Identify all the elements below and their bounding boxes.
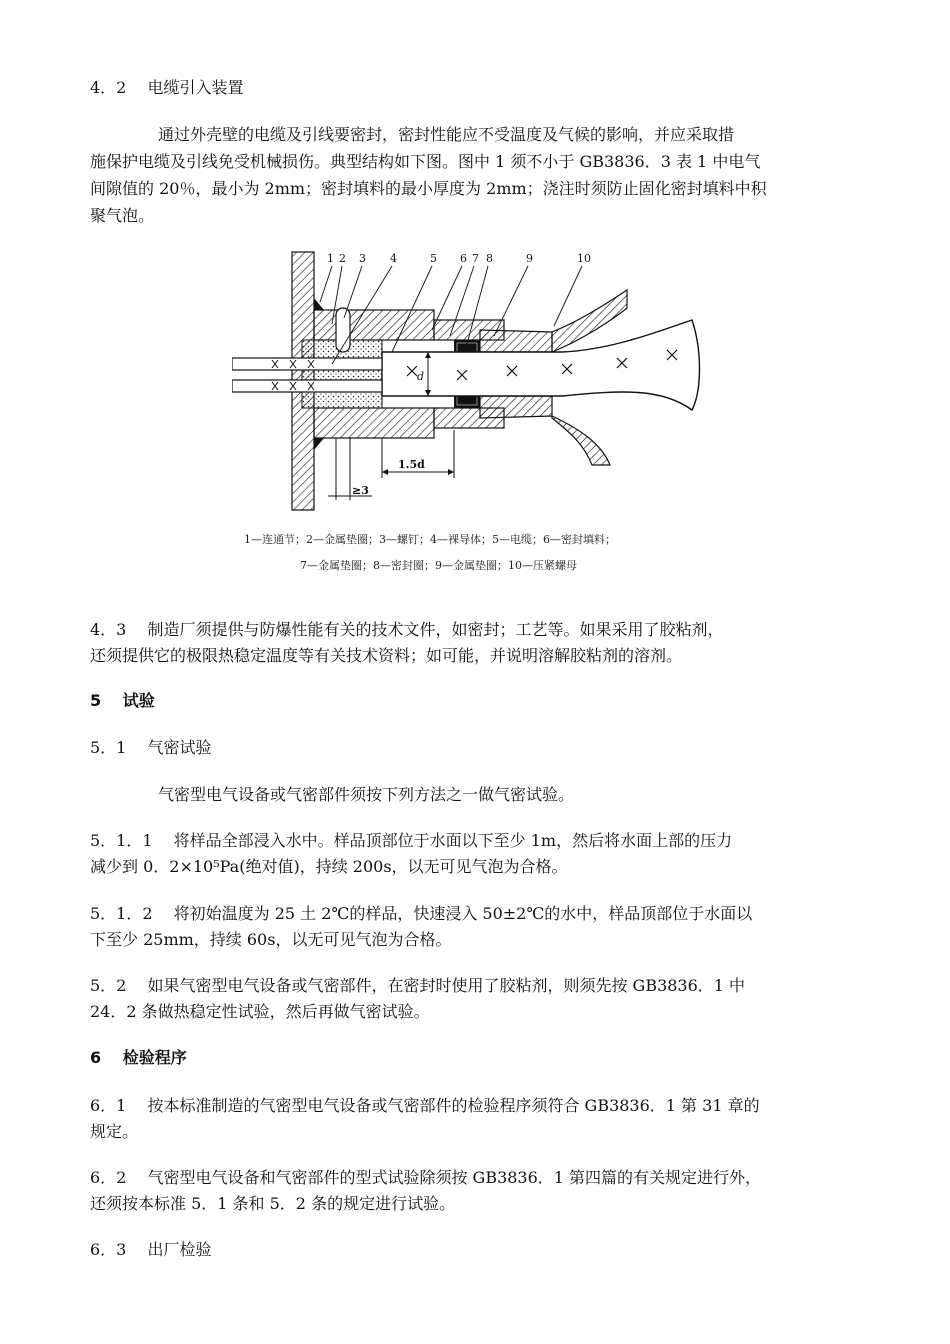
- callout-7: 7: [472, 252, 479, 265]
- section-5-1-2-line: 下至少 25mm，持续 60s，以无可见气泡为合格。: [90, 930, 452, 949]
- figure-caption-line-2: 7—金属垫圈；8—密封圈；9—金属垫圈；10—压紧螺母: [300, 559, 577, 572]
- section-5-1-1-line: 5．1．1 将样品全部浸入水中。样品顶部位于水面以下至少 1m，然后将水面上部的压力: [90, 831, 733, 850]
- section-5-1-heading: 5．1 气密试验: [90, 738, 212, 757]
- section-6-2-line: 还须按本标准 5．1 条和 5．2 条的规定进行试验。: [90, 1194, 456, 1213]
- section-4-3-line: 还须提供它的极限热稳定温度等有关技术资料；如可能，并说明溶解胶粘剂的溶剂。: [90, 646, 683, 665]
- dim-d-label: d: [417, 370, 425, 383]
- section-4-3-line: 4．3 制造厂须提供与防爆性能有关的技术文件，如密封；工艺等。如果采用了胶粘剂，: [90, 620, 724, 639]
- callout-8: 8: [486, 252, 493, 265]
- section-5-2-line: 5．2 如果气密型电气设备或气密部件，在密封时使用了胶粘剂，则须先按 GB3836．1 中: [90, 976, 746, 995]
- callout-3: 3: [359, 252, 366, 265]
- section-6-heading: 6 检验程序: [90, 1048, 187, 1067]
- callout-1: 1: [327, 252, 334, 265]
- section-6-3-heading: 6．3 出厂检验: [90, 1240, 212, 1259]
- section-4-2-heading: 4．2 电缆引入装置: [90, 78, 244, 97]
- section-6-1-line: 6．1 按本标准制造的气密型电气设备或气密部件的检验程序须符合 GB3836．1 第 31 章的: [90, 1096, 760, 1115]
- callout-5: 5: [430, 252, 437, 265]
- paragraph-line: 施保护电缆及引线免受机械损伤。典型结构如下图。图中 1 须不小于 GB3836．3 表 1 中电气: [90, 152, 761, 171]
- section-5-1-1-line: 减少到 0．2×10⁵Pa(绝对值)，持续 200s，以无可见气泡为合格。: [90, 857, 568, 876]
- section-5-1-intro: 气密型电气设备或气密部件须按下列方法之一做气密试验。: [158, 785, 575, 804]
- figure-caption-line-1: 1—连通节；2—金属垫圈；3—螺钉；4—裸导体；5—电缆；6—密封填料；: [244, 533, 616, 546]
- cable-entry-figure: [232, 240, 716, 580]
- callout-9: 9: [526, 252, 533, 265]
- callout-6: 6: [460, 252, 467, 265]
- callout-2: 2: [339, 252, 346, 265]
- section-6-1-line: 规定。: [90, 1122, 139, 1141]
- paragraph-line: 聚气泡。: [90, 206, 155, 225]
- callout-10: 10: [577, 252, 591, 265]
- section-5-1-2-line: 5．1．2 将初始温度为 25 土 2℃的样品，快速浸入 50±2℃的水中，样品顶部位于水面以: [90, 904, 753, 923]
- dim-ge3-label: ≥3: [352, 484, 369, 497]
- dim-1-5d-label: 1.5d: [398, 458, 425, 471]
- section-5-2-line: 24．2 条做热稳定性试验，然后再做气密试验。: [90, 1002, 430, 1021]
- callout-4: 4: [390, 252, 397, 265]
- cable-entry-drawing: [232, 240, 716, 580]
- section-6-2-line: 6．2 气密型电气设备和气密部件的型式试验除须按 GB3836．1 第四篇的有关规定进行外，: [90, 1168, 762, 1187]
- section-5-heading: 5 试验: [90, 691, 155, 710]
- paragraph-line: 通过外壳壁的电缆及引线要密封，密封性能应不受温度及气候的影响，并应采取措: [158, 125, 735, 144]
- paragraph-line: 间隙值的 20％，最小为 2mm；密封填料的最小厚度为 2mm；浇注时须防止固化密封填料中积: [90, 179, 767, 198]
